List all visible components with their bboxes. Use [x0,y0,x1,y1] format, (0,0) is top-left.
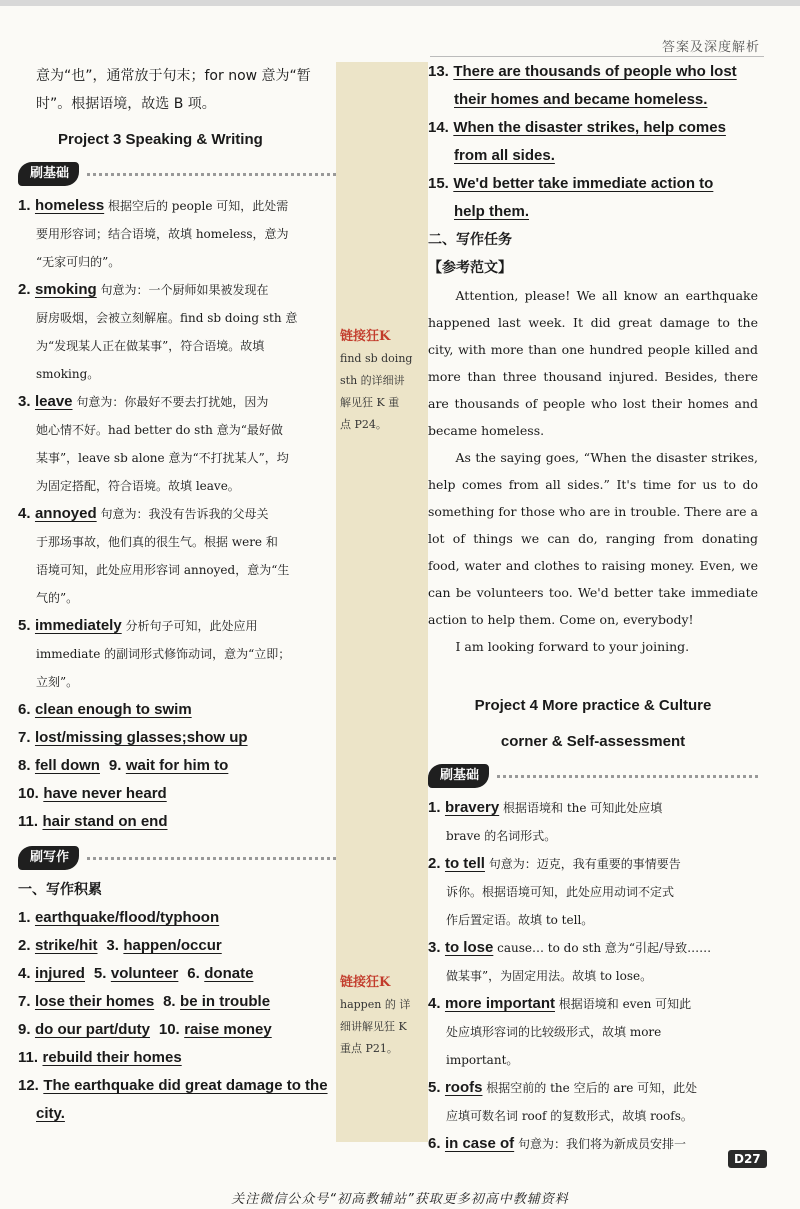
answer-text: raise money [184,1021,272,1038]
item-number: 10. [158,1021,180,1038]
item-number: 6. [428,1135,441,1152]
answer-text: roofs [444,1079,483,1096]
header-rule [430,56,764,57]
answer-text: earthquake/flood/typhoon [34,909,220,926]
explanation: 语境可知，此处应用形容词 annoyed，意为“生 [36,563,290,577]
answer-item-cont [428,142,758,170]
badge-row [18,846,336,870]
note-line: sth 的详细讲 [340,374,405,387]
margin-note-2 [340,972,424,1060]
item-number: 13. [428,63,449,80]
answer-first-line [18,276,336,304]
answer-text: smoking [34,281,97,298]
explanation: 句意为：我们将为新成员安排一 [514,1137,686,1151]
badge-writing: 刷写作 [18,846,79,870]
item-number: 7. [18,993,31,1010]
note-line: 细讲解见狂 K [340,1020,407,1033]
explanation: 分析句子可知，此处应用 [121,619,258,633]
explanation: 根据空后的 people 可知，此处需 [104,199,289,213]
item-number: 2. [18,937,31,954]
writing-answer-row [18,988,336,1016]
answer-item [18,192,336,276]
item-number: 3. [428,939,441,956]
writing-subtitle: 一、写作积累 [18,882,102,898]
explanation: 气的”。 [36,591,79,605]
answer-first-line [18,192,336,220]
essay-paragraph: Attention, please! We all know an earthquake happened last week. It did great damage to the city, with more than one hundred people killed and more than three thousand injured. Besides, there are thousands of people who lost their homes and became homeless. [428,288,758,438]
answer-text: help them. [454,203,530,220]
answer-text: We'd better take immediate action to [453,175,714,192]
item-number: 5. [18,617,31,634]
task-title: 二、写作任务 [428,232,512,248]
item-number: 4. [18,965,31,982]
explanation: immediate 的副词形式修饰动词，意为“立即； [36,647,291,661]
explanation: 句意为：你最好不要去打扰她，因为 [72,395,269,409]
section-title-project4: Project 4 More practice & Culture [474,697,712,714]
answer-first-line [428,1074,758,1102]
explanation: 立刻”。 [36,675,79,689]
item-number: 4. [428,995,441,1012]
note-line: 解见狂 K 重 [340,396,400,409]
answer-item [428,170,758,198]
answer-11: 11. hair stand on end [18,813,168,830]
answer-12: 12. The earthquake did great damage to the [18,1077,328,1094]
essay-paragraph: I am looking forward to your joining. [455,639,690,654]
answer-text: rebuild their homes [42,1049,182,1066]
text-line: 意为“也”，通常放于句末；for now 意为“暂 [36,68,311,84]
answer-item [428,1074,758,1130]
item-number: 8. [163,993,176,1010]
answer-text: There are thousands of people who lost [453,63,737,80]
note-line: find sb doing [340,352,413,365]
explanation: smoking。 [36,367,100,381]
answer-6: 6. clean enough to swim [18,701,192,718]
answer-text: When the disaster strikes, help comes [453,119,726,136]
explanation: 句意为：一个厨师如果被发现在 [96,283,269,297]
section-title-project3: Project 3 Speaking & Writing [58,131,263,148]
explanation: 她心情不好。had better do sth 意为“最好做 [36,423,283,437]
answer-first-line [428,794,758,822]
answer-text: annoyed [34,505,97,522]
answer-item [428,58,758,86]
answer-item [428,1130,758,1158]
explanation: 厨房吸烟，会被立刻解雇。find sb doing sth 意 [36,311,298,325]
explanation: 根据空前的 the 空后的 are 可知，此处 [482,1081,698,1095]
answer-text: do our part/duty [34,1021,150,1038]
margin-note-1 [340,326,424,436]
explanation: 句意为：我没有告诉我的父母关 [96,507,269,521]
answer-item-cont [428,198,758,226]
item-number: 4. [18,505,31,522]
writing-answer-row [18,1044,336,1072]
running-header: 答案及深度解析 [661,40,760,55]
explanation: cause… to do sth 意为“引起/导致…… [493,941,712,955]
explanation: 为固定搭配，符合语境。故填 leave。 [36,479,240,493]
explanation: 某事”，leave sb alone 意为“不打扰某人”，均 [36,451,289,465]
note-line: 重点 P21。 [340,1042,398,1055]
answer-text: strike/hit [34,937,98,954]
answer-first-line [18,388,336,416]
answer-text: in case of [444,1135,515,1152]
item-number: 2. [428,855,441,872]
answer-item [18,388,336,500]
top-edge [0,0,800,6]
item-number: 3. [18,393,31,410]
answer-text: more important [444,995,555,1012]
answer-text: homeless [34,197,105,214]
answer-first-line [428,850,758,878]
explanation: 于那场事故，他们真的很生气。根据 were 和 [36,535,278,549]
answer-first-line [428,1130,758,1158]
answer-item [18,612,336,696]
answer-text: to lose [444,939,494,956]
answer-text: injured [34,965,85,982]
item-number: 5. [93,965,107,982]
dotted-divider [87,857,336,860]
answer-text: volunteer [110,965,179,982]
answer-first-line [428,990,758,1018]
footer-note: 关注微信公众号“初高教辅站”获取更多初高中教辅资料 [231,1192,569,1207]
explanation: 处应填形容词的比较级形式，故填 more [446,1025,662,1039]
answer-item-cont [428,86,758,114]
note-title: 链接狂K [340,975,391,990]
answer-10: 10. have never heard [18,785,167,802]
item-number: 3. [106,937,119,954]
explanation: “无家可归的”。 [36,255,121,269]
item-number: 9. [18,1021,31,1038]
item-number: 1. [18,909,31,926]
explanation: 根据语境和 the 可知此处应填 [499,801,663,815]
explanation: 做某事”，为固定用法。故填 to lose。 [446,969,653,983]
sample-essay [428,282,758,660]
answer-text: be in trouble [180,993,271,1010]
item-number: 14. [428,119,449,136]
writing-answer-row [18,1016,336,1044]
answer-item [428,934,758,990]
section-title-project4-cont: corner & Self-assessment [500,733,686,750]
answer-text: leave [34,393,73,410]
item-number: 1. [428,799,441,816]
answer-text: their homes and became homeless. [454,91,708,108]
badge-basic: 刷基础 [428,764,489,788]
answer-item [428,794,758,850]
explanation: 诉你。根据语境可知，此处应用动词不定式 [446,885,675,899]
answer-8-9: 8. fell down 9. wait for him to [18,757,229,774]
dotted-divider [87,173,336,176]
dotted-divider [497,775,758,778]
right-column [428,58,758,1158]
badge-row [428,764,758,788]
writing-answer-row [18,960,336,988]
answer-12-cont: city. [36,1105,65,1122]
writing-answer-row [18,932,336,960]
answer-text: happen/occur [123,937,222,954]
answer-item [428,850,758,934]
item-number: 15. [428,175,449,192]
item-number: 1. [18,197,31,214]
explanation: 应填可数名词 roof 的复数形式，故填 roofs。 [446,1109,693,1123]
writing-answer-row [18,904,336,932]
answer-item [18,500,336,612]
answer-text: bravery [444,799,500,816]
item-number: 5. [428,1079,441,1096]
note-line: happen 的 详 [340,998,411,1011]
explanation: 作后置定语。故填 to tell。 [446,913,594,927]
answer-item [428,114,758,142]
answer-item [18,276,336,388]
item-number: 2. [18,281,31,298]
answer-first-line [18,500,336,528]
answer-text: lose their homes [34,993,155,1010]
answer-text: donate [204,965,254,982]
answer-item [428,990,758,1074]
answer-first-line [18,612,336,640]
left-column [18,62,336,1128]
explanation: 为“发现某人正在做某事”，符合语境。故填 [36,339,265,353]
explanation: 根据语境和 even 可知此 [554,997,692,1011]
essay-paragraph: As the saying goes, “When the disaster strikes, help comes from all sides.” It's time for us to do something for those who are in trouble. There are a lot of things we can do, ranging from donating food, water and clothes to raising money. Even, we can be volunteers too. We'd better take immediate action to help them. Come on, everybody! [428,450,758,627]
explanation: 句意为：迈克，我有重要的事情要告 [484,857,681,871]
item-number: 11. [18,1049,39,1066]
text-line: 时”。根据语境，故选 B 项。 [36,96,216,112]
badge-row [18,162,336,186]
explanation: brave 的名词形式。 [446,829,557,843]
explanation: important。 [446,1053,519,1067]
badge-basic: 刷基础 [18,162,79,186]
item-number: 6. [187,965,200,982]
answer-text: to tell [444,855,485,872]
answer-text: immediately [34,617,122,634]
answer-text: from all sides. [454,147,555,164]
note-title: 链接狂K [340,329,391,344]
page-number: D27 [728,1150,767,1168]
note-line: 点 P24。 [340,418,387,431]
answer-first-line [428,934,758,962]
explanation: 要用形容词；结合语境，故填 homeless，意为 [36,227,289,241]
answer-7: 7. lost/missing glasses;show up [18,729,248,746]
sample-title: 【参考范文】 [428,260,512,276]
